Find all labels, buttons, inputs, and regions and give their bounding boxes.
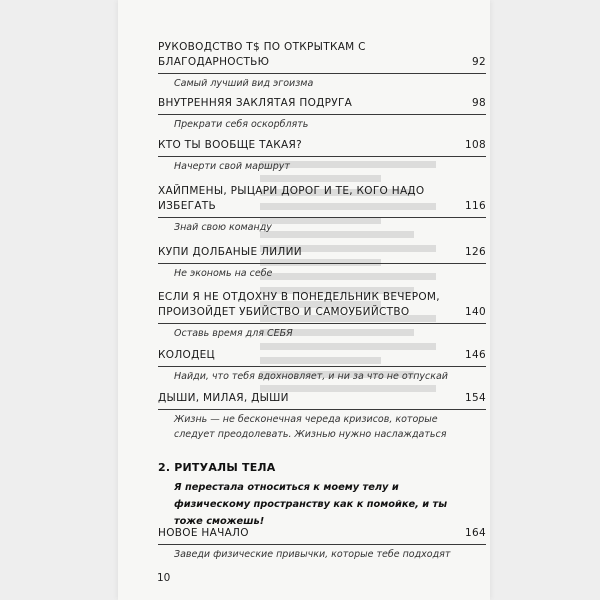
divider (158, 263, 486, 264)
entry-title-row (158, 138, 486, 153)
divider (158, 156, 486, 157)
entry-subtitle: Найди, что тебя вдохновляет, и ни за что не отпускай (174, 371, 448, 382)
entry-title: КУПИ ДОЛБАНЫЕ ЛИЛИИ (158, 246, 302, 258)
entry-page-number: 98 (472, 97, 486, 109)
divider (158, 73, 486, 74)
entry-subtitle: Жизнь — не бесконечная череда кризисов, которые следует преодолевать. Жизнью нужно наслаждаться (174, 414, 447, 440)
entry-subtitle: Оставь время для СЕБЯ (174, 328, 293, 339)
section-heading: 2. РИТУАЛЫ ТЕЛА (158, 461, 276, 474)
entry-title-row (158, 290, 486, 320)
section-description: Я перестала относиться к моему телу и физическому пространству как к помойке, и ты тоже сможешь! (174, 482, 448, 527)
entry-title: КОЛОДЕЦ (158, 349, 215, 361)
entry-title-row (158, 391, 486, 406)
entry-title: КТО ТЫ ВООБЩЕ ТАКАЯ? (158, 139, 302, 151)
toc-entry (158, 96, 486, 132)
entry-title-row (158, 40, 486, 70)
toc-entry (158, 138, 486, 174)
divider (158, 366, 486, 367)
entry-title: ДЫШИ, МИЛАЯ, ДЫШИ (158, 392, 289, 404)
entry-subtitle: Самый лучший вид эгоизма (174, 78, 314, 89)
entry-page-number: 108 (465, 139, 486, 151)
toc-entry (158, 391, 486, 442)
entry-title: РУКОВОДСТВО Т$ ПО ОТКРЫТКАМ С БЛАГОДАРНОСТЬЮ (158, 41, 366, 68)
entry-title-row (158, 96, 486, 111)
entry-title: ВНУТРЕННЯЯ ЗАКЛЯТАЯ ПОДРУГА (158, 97, 353, 109)
entry-page-number: 164 (465, 527, 486, 539)
toc-entry (158, 290, 486, 341)
divider (158, 409, 486, 410)
toc-entry (158, 348, 486, 384)
entry-subtitle: Заведи физические привычки, которые тебе подходят (174, 549, 451, 560)
divider (158, 323, 486, 324)
entry-page-number: 126 (465, 246, 486, 258)
entry-title-row (158, 526, 486, 541)
entry-title: НОВОЕ НАЧАЛО (158, 527, 249, 539)
entry-title-row (158, 245, 486, 260)
toc-entry (158, 184, 486, 235)
entry-page-number: 92 (472, 56, 486, 68)
entry-page-number: 140 (465, 306, 486, 318)
toc-entry (158, 40, 486, 91)
entry-page-number: 116 (465, 200, 486, 212)
divider (158, 544, 486, 545)
entry-subtitle: Знай свою команду (174, 222, 272, 233)
entry-title: ЕСЛИ Я НЕ ОТДОХНУ В ПОНЕДЕЛЬНИК ВЕЧЕРОМ, ПРОИЗОЙДЕТ УБИЙСТВО И САМОУБИЙСТВО (158, 291, 440, 318)
entry-subtitle: Прекрати себя оскорблять (174, 119, 309, 130)
entry-subtitle: Начерти свой маршрут (174, 161, 290, 172)
entry-page-number: 146 (465, 349, 486, 361)
entry-title-row (158, 348, 486, 363)
entry-title: ХАЙПМЕНЫ, РЫЦАРИ ДОРОГ И ТЕ, КОГО НАДО ИЗБЕГАТЬ (158, 185, 425, 212)
toc-entry (158, 245, 486, 281)
divider (158, 217, 486, 218)
entry-page-number: 154 (465, 392, 486, 404)
entry-title-row (158, 184, 486, 214)
entry-subtitle: Не экономь на себе (174, 268, 273, 279)
toc-entry (158, 526, 486, 562)
divider (158, 114, 486, 115)
page-number-footer: 10 (157, 572, 171, 584)
